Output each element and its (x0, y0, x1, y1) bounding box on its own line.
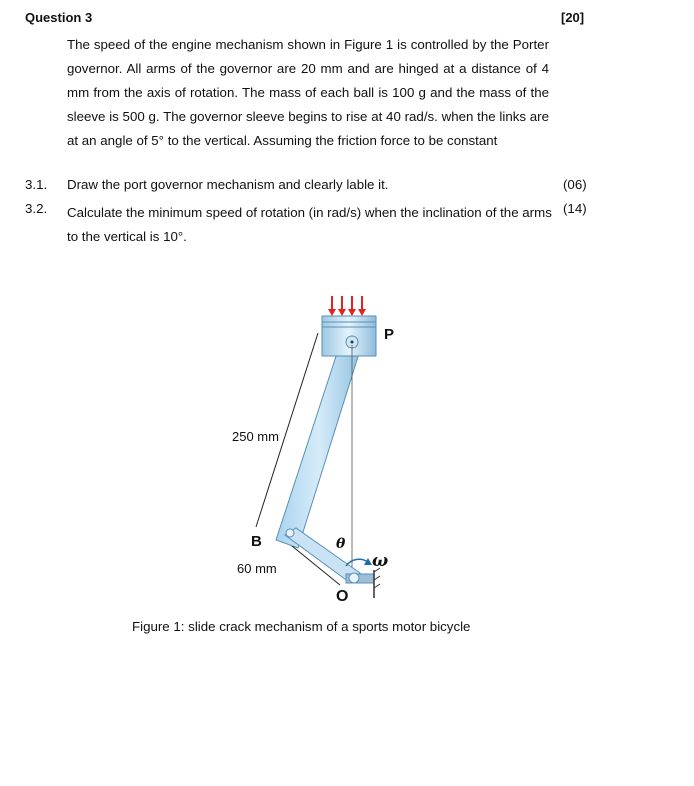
question-text: The speed of the engine mechanism shown in Figure 1 is controlled by the Porter governor. All arms of the governor are 20 mm and are hinged at a distance of 4 mm from the axis of rotation. The mass of each ball is 100 g and the mass of the sleeve is 500 g. The governor sleeve begins to rise at 40 rad/s. when the links are at an angle of 5° to the vertical. Assuming the friction force to be constant (67, 37, 549, 148)
question-marks: [20] (561, 10, 585, 25)
pin-b (286, 529, 294, 537)
point-o-label: O (336, 588, 349, 605)
subquestion-text: Draw the port governor mechanism and clearly lable it. (67, 177, 389, 192)
subquestion-number: 3.2. (25, 201, 48, 216)
connecting-rod (276, 338, 362, 548)
omega-label: ω (372, 551, 389, 571)
rotation-arrowhead (364, 558, 372, 565)
question-title: Question 3 (25, 10, 93, 25)
force-arrows (328, 296, 366, 316)
subquestion-marks: (14) (563, 201, 587, 216)
point-b-label: B (251, 533, 262, 550)
rod-length-label: 250 mm (232, 429, 279, 444)
crank-length-label: 60 mm (237, 561, 277, 576)
piston (322, 316, 376, 356)
subquestion-number: 3.1. (25, 177, 48, 192)
angle-label: θ (336, 536, 346, 552)
piston-label: P (384, 326, 395, 343)
subquestion-marks: (06) (563, 177, 587, 192)
figure-caption: Figure 1: slide crack mechanism of a sports motor bicycle (132, 619, 471, 634)
subquestion-text: Calculate the minimum speed of rotation (in rad/s) when the inclination of the arms to the vertical is 10°. (67, 205, 552, 244)
